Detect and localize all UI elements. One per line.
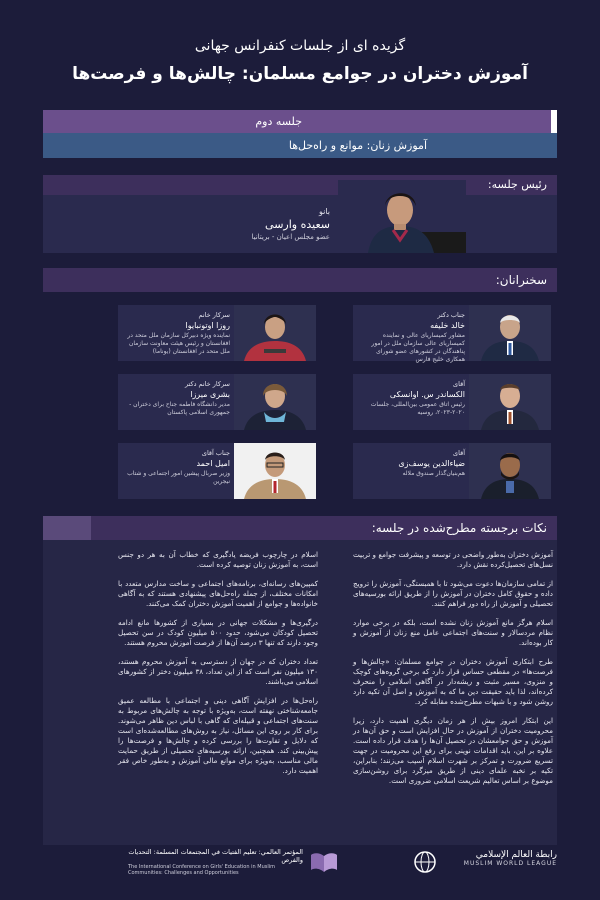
speaker-info	[120, 311, 230, 356]
highlights-right-column	[353, 550, 553, 795]
speaker-title: آقای	[453, 449, 465, 457]
open-book-icon	[309, 850, 339, 874]
session-label-bar	[43, 110, 557, 133]
conference-logo	[123, 848, 343, 878]
speaker-info	[355, 449, 465, 478]
chair-role: عضو مجلس اعیان - بریتانیا	[251, 233, 330, 241]
chair-heading-bar	[43, 175, 557, 195]
speaker-role: مشاور کمیساریای عالی و نماینده کمیساریای عالی سازمان ملل در امور پناهندگان در کشورهای عضو شورای همکاری خلیج فارس	[371, 332, 465, 363]
speaker-name: امیل احمد	[196, 459, 230, 468]
header	[0, 38, 600, 84]
speaker-title: سرکار خانم دکتر	[184, 380, 230, 388]
speaker-role: وزیر صربال پیشین امور اجتماعی و شتاب نیجرین	[127, 470, 230, 485]
speaker-name: خالد خلیفه	[430, 321, 465, 330]
speaker-photo	[469, 305, 551, 361]
speaker-role: هم‌بنیان‌گذار صندوق ملاله	[402, 470, 465, 477]
mwl-text	[464, 850, 557, 867]
mwl-arabic: رابطة العالم الإسلامي	[475, 850, 557, 860]
speaker-photo	[234, 305, 316, 361]
conference-english: The International Conference on Girls' Education in Muslim Communities: Challenges and Opportunities	[128, 864, 276, 876]
speaker-info	[120, 449, 230, 486]
speaker-title: آقای	[453, 380, 465, 388]
header-subtitle: گزیده ای از جلسات کنفرانس جهانی	[194, 38, 406, 54]
session-topic-bar	[43, 133, 557, 158]
chair-heading: رئیس جلسه:	[487, 178, 547, 191]
highlights-heading-bar	[43, 516, 557, 540]
highlight-paragraph: درگیری‌ها و مشکلات جهانی در بسیاری از کشورها مانع ادامه تحصیل کودکان می‌شود، حدود ۵۰۰ میلیون کودک در سن تحصیل وجود دارند که تنها ۳ درصد آن‌ها از فرصت آموزش محروم هستند.	[118, 618, 318, 647]
highlights-heading: نکات برجسته مطرح‌شده در جلسه:	[371, 521, 547, 535]
highlight-paragraph: تعداد دختران که در جهان از دسترسی به آموزش محروم هستند، ۱۳۰ میلیون نفر است که از این تعداد، ۳۸ میلیون دختر از کشورهای اسلامی می‌باشند.	[118, 657, 318, 686]
speakers-heading: سخنرانان:	[495, 273, 547, 287]
highlight-paragraph: از تمامی سازمان‌ها دعوت می‌شود تا با همبستگی، آموزش را ترویج داده و حقوق کامل دختران در آموزش را از طریق ارائه بورسیه‌های تحصیلی و آموزش از راه دور فراهم کنند.	[353, 579, 553, 608]
speaker-role: مدیر دانشگاه فاطمه جناح برای دختران - جمهوری اسلامی پاکستان	[129, 401, 230, 416]
session-accent	[551, 110, 557, 133]
speaker-info	[355, 380, 465, 417]
speaker-name: بشری میرزا	[190, 390, 230, 399]
highlight-paragraph: اسلام در چارچوب فریضه یادگیری که خطاب آن به هر دو جنس است، به آموزش زنان توصیه کرده است.	[118, 550, 318, 569]
globe-emblem-icon	[413, 850, 437, 874]
speaker-card	[353, 374, 551, 430]
speaker-photo	[469, 443, 551, 499]
session-topic: آموزش زنان: موانع و راه‌حل‌ها	[288, 139, 427, 152]
speaker-role: رئیس اتاق عمومی بین‌المللی، جلسات ۲۰۲۰-۲۰۲۳، روسیه	[370, 401, 465, 416]
header-title: آموزش دختران در جوامع مسلمان: چالش‌ها و فرصت‌ها	[72, 64, 528, 84]
muslim-world-league-logo	[387, 848, 557, 878]
conference-arabic: المؤتمر العالمي: تعليم الفتيات في المجتمعات المسلمة: التحديات والفرص	[128, 848, 303, 864]
speaker-title: سرکار خانم	[198, 311, 230, 319]
conference-text	[128, 848, 303, 876]
speaker-title: جناب دکتر	[437, 311, 465, 319]
speaker-name: روزا اوتونبایوا	[185, 321, 230, 330]
speaker-card	[118, 374, 316, 430]
chair-photo	[338, 180, 466, 253]
speaker-title: جناب آقای	[201, 449, 230, 457]
session-label: جلسه دوم	[255, 115, 302, 128]
speaker-info	[120, 380, 230, 417]
speaker-card	[118, 305, 316, 361]
highlight-paragraph: آموزش دختران به‌طور واضحی در توسعه و پیشرفت جوامع و تربیت نسل‌های تحصیل‌کرده نقش دارد.	[353, 550, 553, 569]
speaker-card	[118, 443, 316, 499]
highlight-paragraph: کمپین‌های رسانه‌ای، برنامه‌های اجتماعی و ساخت مدارس متعدد با امکانات مختلف، از جمله راه‌حل‌های پیشنهادی هستند که به آگاهی خانواده‌ها و جوامع از اهمیت آموزش دختران کمک می‌کنند.	[118, 579, 318, 608]
mwl-english: MUSLIM WORLD LEAGUE	[463, 860, 557, 867]
chair-name: سعیده وارسی	[265, 218, 330, 231]
chair-title: بانو	[318, 207, 330, 216]
speaker-name: ضیاءالدین یوسف‌زی	[398, 459, 465, 468]
speakers-heading-bar	[43, 268, 557, 292]
chair-info	[170, 207, 330, 241]
highlights-left-column	[118, 550, 318, 785]
speaker-name: الکساندر س. اوانسکی	[389, 390, 465, 399]
footer	[43, 848, 557, 878]
speaker-info	[355, 311, 465, 364]
speaker-photo	[234, 374, 316, 430]
speaker-card	[353, 443, 551, 499]
highlight-paragraph: طرح ابتکاری آموزش دختران در جوامع مسلمان: «چالش‌ها و فرصت‌ها» در مقطعی حساس قرار دارد که برخی گروه‌های کوچک و منزوی، مسیر مثبت و ریشه‌دار در آگاهی اسلامی را منحرف کرده‌اند، لذا باید حقیقت دین ما که به آموزش و اصل آن تکیه دارد روشن شود و با شبهات مطرح‌شده مقابله کرد.	[353, 657, 553, 706]
highlights-accent	[43, 516, 91, 540]
speaker-photo	[234, 443, 316, 499]
highlight-paragraph: این ابتکار امروز بیش از هر زمان دیگری اهمیت دارد، زیرا محرومیت دختران از آموزش در حال افزایش است و حق آن‌ها در آموزش و حق جوامعشان در تحصیل آن‌ها را هدف قرار داده است. علاوه بر این، باید اقدامات نوینی برای رفع این محرومیت در جهت تسریع ضرورت و تمرکز بر شهرت اسلام آسیب می‌زنند؛ بنابراین، تکیه بر نخبه علمای دینی از طریق میزگرد برای روشن‌سازی موضوع بر اساس تعالیم شریعت اسلامی ضروری است.	[353, 716, 553, 785]
highlight-paragraph: اسلام هرگز مانع آموزش زنان نشده است، بلکه در برخی موارد نظام مردسالار و سنت‌های اجتماعی عامل منع زنان از آموزش و کار بوده‌اند.	[353, 618, 553, 647]
speaker-card	[353, 305, 551, 361]
speaker-photo	[469, 374, 551, 430]
highlight-paragraph: راه‌حل‌ها در افزایش آگاهی دینی و اجتماعی با مطالعه عمیق جامعه‌شناختی نهفته است، به‌ویژه با توجه به چالش‌های مربوط به سنت‌های اجتماعی و قبیله‌ای که گاهی با لباس دین ظاهر می‌شوند. برای کار بر روی این مسائل، نیاز به روش‌های مطالعه‌شده‌ای است که دلایل و تفاوت‌ها را بررسی کرده و چالش‌ها و فرصت‌ها را پیش‌بینی کند. همچنین، ارائه بورسیه‌های تحصیلی از طریق حمایت مالی مناسب، به‌ویژه برای موانع مالی آموزش و به‌طور خاص فقر اهمیت دارد.	[118, 696, 318, 775]
speaker-role: نماینده ویژه دبیرکل سازمان ملل متحد در افغانستان و رئیس هیئت معاونت سازمان ملل متحد در افغانستان (یوناما)	[127, 332, 230, 355]
